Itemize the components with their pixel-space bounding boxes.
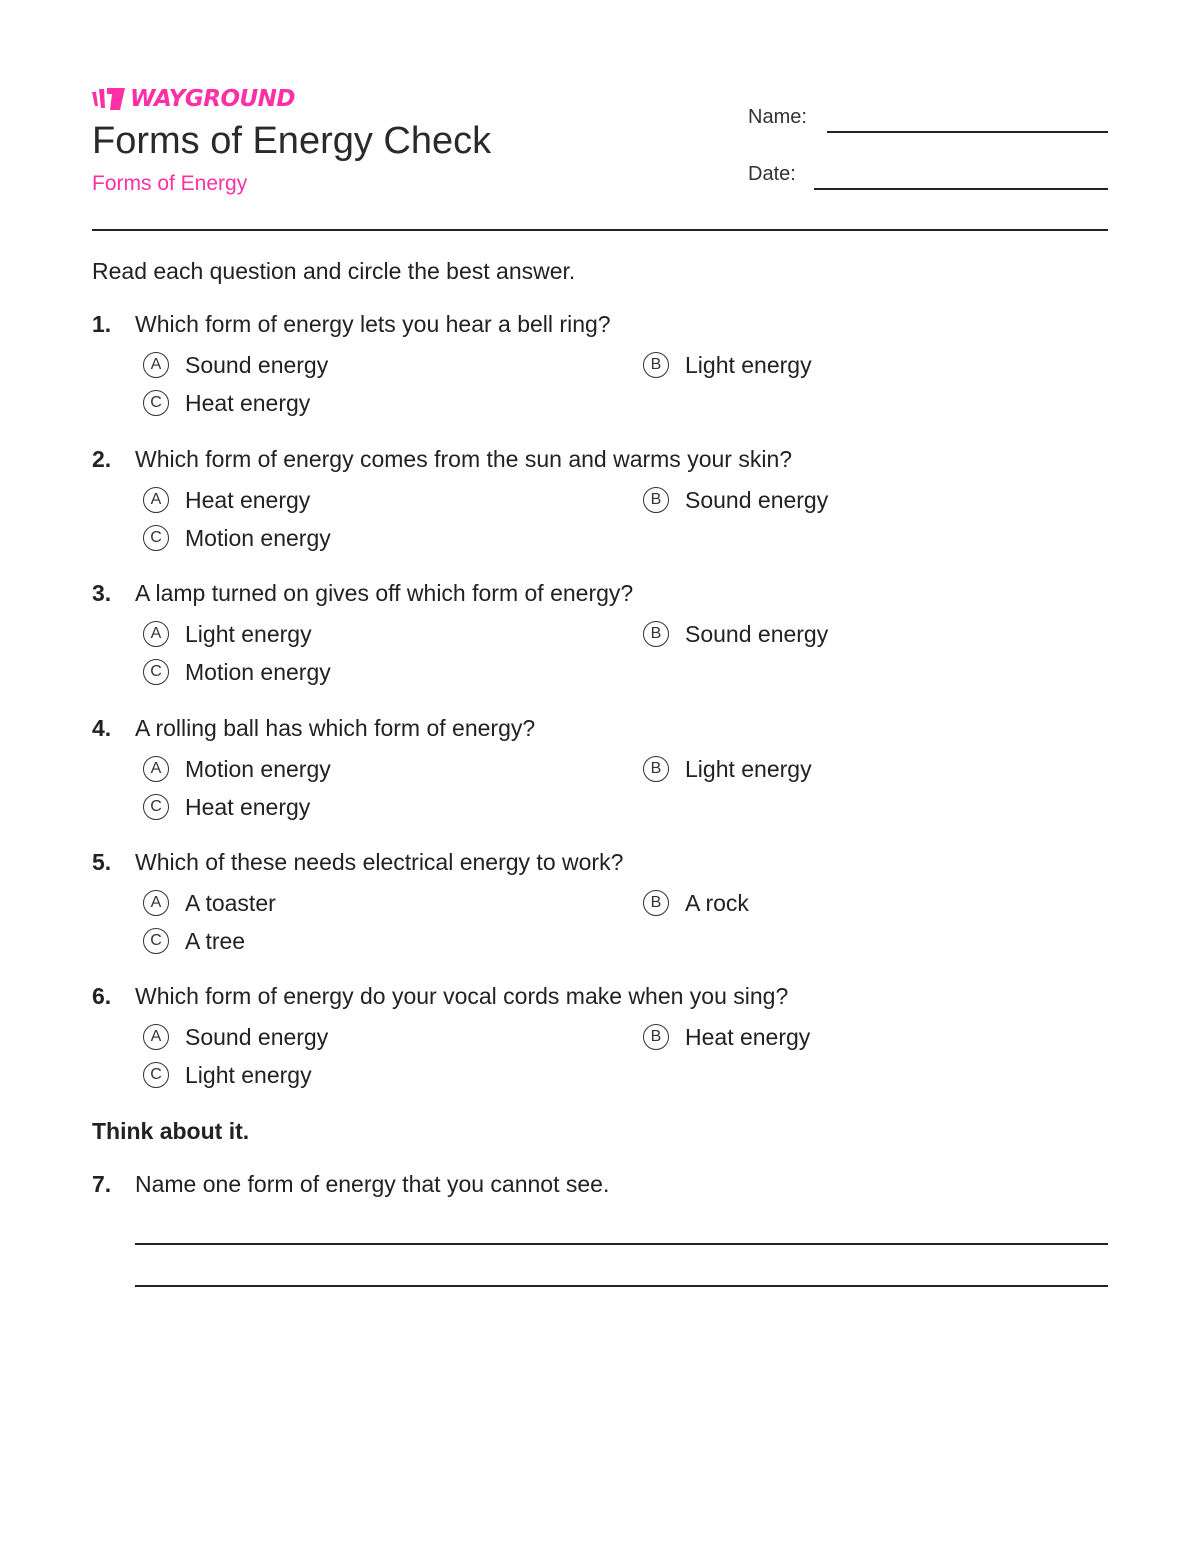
option-letter-circle: C bbox=[143, 928, 169, 954]
answer-option-c[interactable] bbox=[143, 792, 310, 822]
name-field[interactable] bbox=[827, 131, 1108, 133]
name-label: Name: bbox=[748, 106, 807, 128]
option-text: A tree bbox=[185, 928, 246, 954]
option-text: Heat energy bbox=[185, 390, 311, 416]
question-item bbox=[92, 444, 1108, 564]
option-letter-circle: C bbox=[143, 390, 169, 416]
option-text: Light energy bbox=[185, 1062, 312, 1088]
answer-option-b[interactable] bbox=[643, 350, 812, 380]
option-letter-circle: B bbox=[643, 621, 669, 647]
option-text: Light energy bbox=[685, 756, 812, 782]
option-text: A toaster bbox=[185, 890, 276, 916]
option-letter-circle: A bbox=[143, 756, 169, 782]
answer-option-c[interactable] bbox=[143, 523, 331, 553]
open-question bbox=[92, 1169, 1108, 1199]
option-text: Sound energy bbox=[185, 1024, 329, 1050]
question-text: Name one form of energy that you cannot see. bbox=[135, 1171, 610, 1197]
option-letter-circle: A bbox=[143, 621, 169, 647]
option-letter-circle: B bbox=[643, 756, 669, 782]
option-letter-circle: C bbox=[143, 794, 169, 820]
answer-option-a[interactable] bbox=[143, 350, 328, 380]
answer-option-c[interactable] bbox=[143, 657, 331, 687]
brand-logo bbox=[92, 86, 295, 112]
question-text: Which form of energy lets you hear a bell ring? bbox=[135, 311, 611, 337]
option-text: Sound energy bbox=[185, 352, 329, 378]
option-letter-circle: A bbox=[143, 890, 169, 916]
question-text: Which form of energy do your vocal cords make when you sing? bbox=[135, 983, 789, 1009]
question-number: 4. bbox=[92, 715, 112, 741]
question-text: A rolling ball has which form of energy? bbox=[135, 715, 536, 741]
option-letter-circle: A bbox=[143, 1024, 169, 1050]
question-number: 3. bbox=[92, 580, 112, 606]
question-text: A lamp turned on gives off which form of energy? bbox=[135, 580, 634, 606]
question-number: 7. bbox=[92, 1171, 112, 1197]
answer-option-c[interactable] bbox=[143, 388, 310, 418]
question-number: 6. bbox=[92, 983, 112, 1009]
answer-option-a[interactable] bbox=[143, 619, 312, 649]
option-text: Heat energy bbox=[185, 794, 311, 820]
option-text: Light energy bbox=[185, 621, 312, 647]
option-letter-circle: B bbox=[643, 1024, 669, 1050]
option-letter-circle: C bbox=[143, 659, 169, 685]
question-item bbox=[92, 578, 1108, 698]
option-letter-circle: A bbox=[143, 352, 169, 378]
option-text: Sound energy bbox=[685, 621, 829, 647]
option-letter-circle: B bbox=[643, 890, 669, 916]
answer-option-b[interactable] bbox=[643, 1022, 810, 1052]
brand-wordmark: WAYGROUND bbox=[130, 86, 296, 112]
option-text: Motion energy bbox=[185, 659, 331, 685]
answer-option-c[interactable] bbox=[143, 926, 245, 956]
option-text: Heat energy bbox=[685, 1024, 811, 1050]
answer-option-c[interactable] bbox=[143, 1060, 312, 1090]
answer-option-b[interactable] bbox=[643, 619, 828, 649]
option-text: Motion energy bbox=[185, 525, 331, 551]
question-number: 2. bbox=[92, 446, 112, 472]
question-item bbox=[92, 309, 1108, 429]
option-letter-circle: C bbox=[143, 525, 169, 551]
answer-option-a[interactable] bbox=[143, 888, 276, 918]
option-text: Sound energy bbox=[685, 487, 829, 513]
option-text: Heat energy bbox=[185, 487, 311, 513]
question-number: 5. bbox=[92, 849, 112, 875]
option-text: A rock bbox=[685, 890, 749, 916]
question-number: 1. bbox=[92, 311, 112, 337]
date-label: Date: bbox=[748, 163, 796, 185]
answer-option-b[interactable] bbox=[643, 754, 812, 784]
section-heading: Think about it. bbox=[92, 1118, 250, 1144]
answer-option-b[interactable] bbox=[643, 485, 828, 515]
option-text: Light energy bbox=[685, 352, 812, 378]
answer-option-a[interactable] bbox=[143, 1022, 328, 1052]
option-letter-circle: A bbox=[143, 487, 169, 513]
answer-line[interactable] bbox=[135, 1285, 1108, 1287]
instructions: Read each question and circle the best answer. bbox=[92, 258, 576, 284]
question-item bbox=[92, 713, 1108, 833]
worksheet-title: Forms of Energy Check bbox=[92, 120, 492, 162]
worksheet-subtitle: Forms of Energy bbox=[92, 172, 248, 195]
date-field[interactable] bbox=[814, 188, 1108, 190]
question-item bbox=[92, 847, 1108, 967]
answer-option-b[interactable] bbox=[643, 888, 749, 918]
question-item bbox=[92, 981, 1108, 1101]
question-text: Which of these needs electrical energy to work? bbox=[135, 849, 624, 875]
header-divider bbox=[92, 229, 1108, 231]
option-letter-circle: B bbox=[643, 487, 669, 513]
question-text: Which form of energy comes from the sun and warms your skin? bbox=[135, 446, 793, 472]
option-text: Motion energy bbox=[185, 756, 331, 782]
option-letter-circle: B bbox=[643, 352, 669, 378]
answer-option-a[interactable] bbox=[143, 485, 310, 515]
option-letter-circle: C bbox=[143, 1062, 169, 1088]
wayground-logo-icon bbox=[92, 86, 126, 112]
answer-option-a[interactable] bbox=[143, 754, 331, 784]
answer-line[interactable] bbox=[135, 1243, 1108, 1245]
